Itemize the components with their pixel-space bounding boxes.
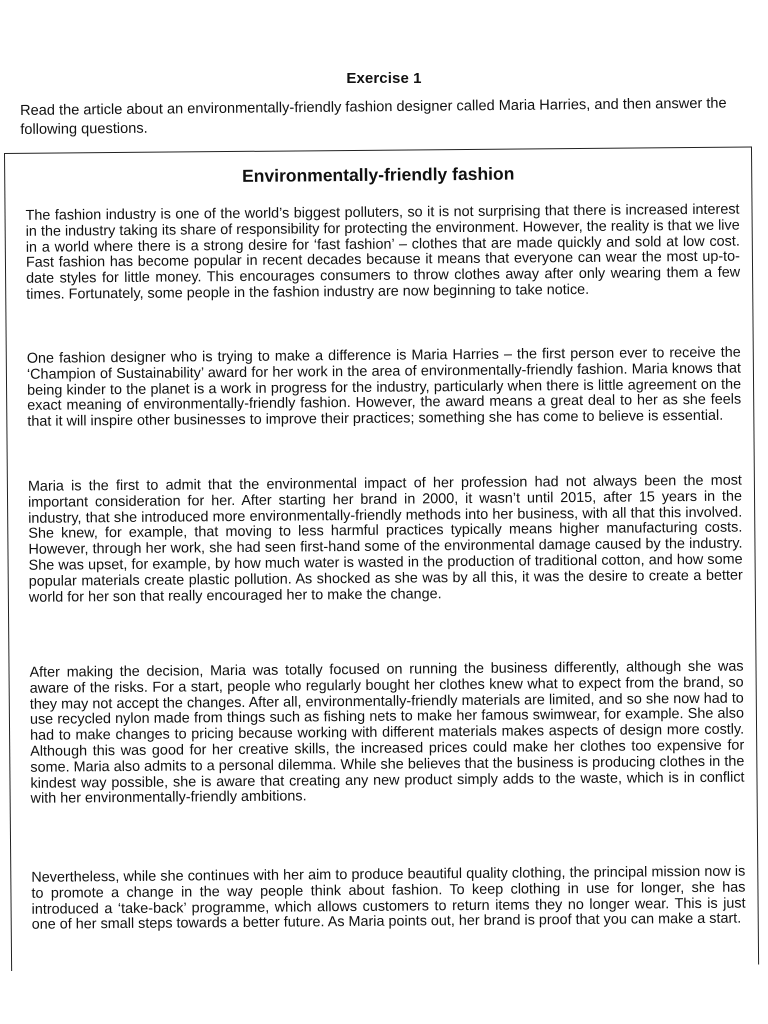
article-box — [4, 146, 759, 970]
article-paragraph-3: Maria is the first to admit that the environmental impact of her profession had not always been the most important consideration for her. After starting her brand in 2000, it wasn’t until 2015, after 15 years in the industry, that she introduced more environmentally-friendly methods into her business, with all that this involved. She knew, for example, that moving to less harmful practices typically means higher manufacturing costs. However, through her work, she had seen first-hand some of the environmental damage caused by the industry. She was upset, for example, by how much water is wasted in the production of traditional cotton, and how some popular materials create plastic pollution. As shocked as she was by all this, it was the desire to create a better world for her son that really encouraged her to make the change. — [27, 472, 743, 606]
article-paragraph-1: The fashion industry is one of the world’s biggest polluters, so it is not surprising that there is increased interest in the industry taking its share of responsibility for protecting the environment. However, the reality is that we live in a world where there is a strong desire for ‘fast fashion’ – clothes that are made quickly and sold at low cost. Fast fashion has become popular in recent decades because it means that everyone can wear the most up-to-date styles for little money. This encourages consumers to throw clothes away after only wearing them a few times. Fortunately, some people in the fashion industry are now beginning to take notice. — [25, 201, 741, 303]
article-paragraph-4: After making the decision, Maria was totally focused on running the business differently, although she was aware of the risks. For a start, people who regularly bought her clothes knew what to expect from the brand, so they may not accept the changes. After all, environmentally-friendly materials are limited, and so she now had to use recycled nylon made from things such as fishing nets to make her famous swimwear, for example. She also had to make changes to pricing because working with different materials makes aspects of design more costly. Although this was good for her creative skills, the increased prices could make her clothes too expensive for some. Maria also admits to a personal dilemma. While she believes that the business is producing clothes in the kindest way possible, she is aware that creating any new product simply adds to the waste, which is in conflict with her environmentally-friendly ambitions. — [29, 658, 745, 808]
article-paragraph-2: One fashion designer who is trying to make a difference is Maria Harries – the first person ever to receive the ‘Champion of Sustainability’ award for her work in the area of environmentally-friendly fashion. Maria knows that being kinder to the planet is a work in progress for the industry, particularly when there is little agreement on the exact meaning of environmentally-friendly fashion. However, the award means a great deal to her as she feels that it will inspire other businesses to improve their practices; something she has come to believe is essential. — [26, 344, 742, 430]
article-title: Environmentally-friendly fashion — [241, 163, 515, 186]
exercise-instructions: Read the article about an environmentally-friendly fashion designer called Maria Harries, and then answer the following questions. — [20, 95, 727, 138]
article-paragraph-5: Nevertheless, while she continues with her aim to produce beautiful quality clothing, the principal mission now is to promote a change in the way people think about fashion. To keep clothing in use for longer, she has introduced a ‘take-back’ programme, which allows customers to return items they no longer wear. This is just one of her small steps towards a better future. As Maria points out, her brand is proof that you can make a start. — [31, 863, 746, 934]
exercise-title: Exercise 1 — [346, 70, 422, 87]
